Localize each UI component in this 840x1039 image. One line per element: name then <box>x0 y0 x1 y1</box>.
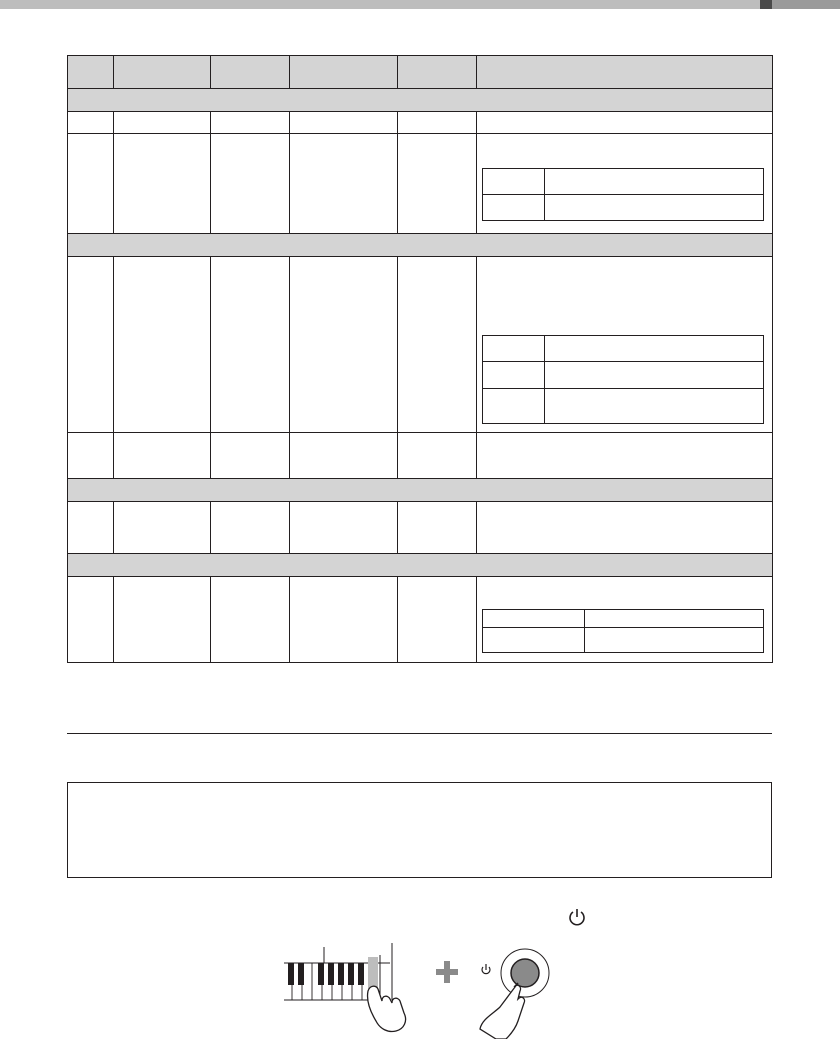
table-row <box>68 577 773 663</box>
sub-table <box>482 335 764 424</box>
section-cell <box>68 234 773 257</box>
header-cell <box>398 56 477 89</box>
plus-icon <box>436 961 458 983</box>
parameter-table <box>67 55 773 663</box>
section-row <box>68 554 773 577</box>
sub-table <box>482 168 764 221</box>
power-on-illustration <box>280 935 570 1039</box>
table-row <box>68 257 773 433</box>
section-row <box>68 89 773 112</box>
table-row <box>68 433 773 479</box>
power-icon <box>482 964 490 974</box>
header-cell <box>477 56 773 89</box>
page-header-bar <box>0 0 760 9</box>
note-box <box>67 782 772 878</box>
pressing-hand-icon <box>480 983 525 1039</box>
section-row <box>68 234 773 257</box>
header-cell <box>290 56 398 89</box>
sub-table-row <box>483 336 764 362</box>
sub-table-row <box>483 195 764 221</box>
header-cell <box>211 56 290 89</box>
table-header-row <box>68 56 773 89</box>
header-cell <box>114 56 211 89</box>
header-cell <box>68 56 114 89</box>
power-button <box>511 959 539 987</box>
sub-table <box>482 609 764 653</box>
sub-table-row <box>483 389 764 424</box>
section-row <box>68 479 773 502</box>
sub-table-row <box>483 628 764 653</box>
table-row <box>68 112 773 134</box>
sub-table-row <box>483 362 764 389</box>
page-header-tab <box>760 0 772 9</box>
section-cell <box>68 89 773 112</box>
pressing-hand-icon <box>367 986 405 1031</box>
page-header-bar-end <box>772 0 840 9</box>
table-row <box>68 502 773 554</box>
section-divider <box>67 733 772 734</box>
section-cell <box>68 554 773 577</box>
section-cell <box>68 479 773 502</box>
sub-table-row <box>483 610 764 628</box>
sub-table-row <box>483 169 764 195</box>
table-row <box>68 134 773 234</box>
power-icon <box>566 906 588 928</box>
